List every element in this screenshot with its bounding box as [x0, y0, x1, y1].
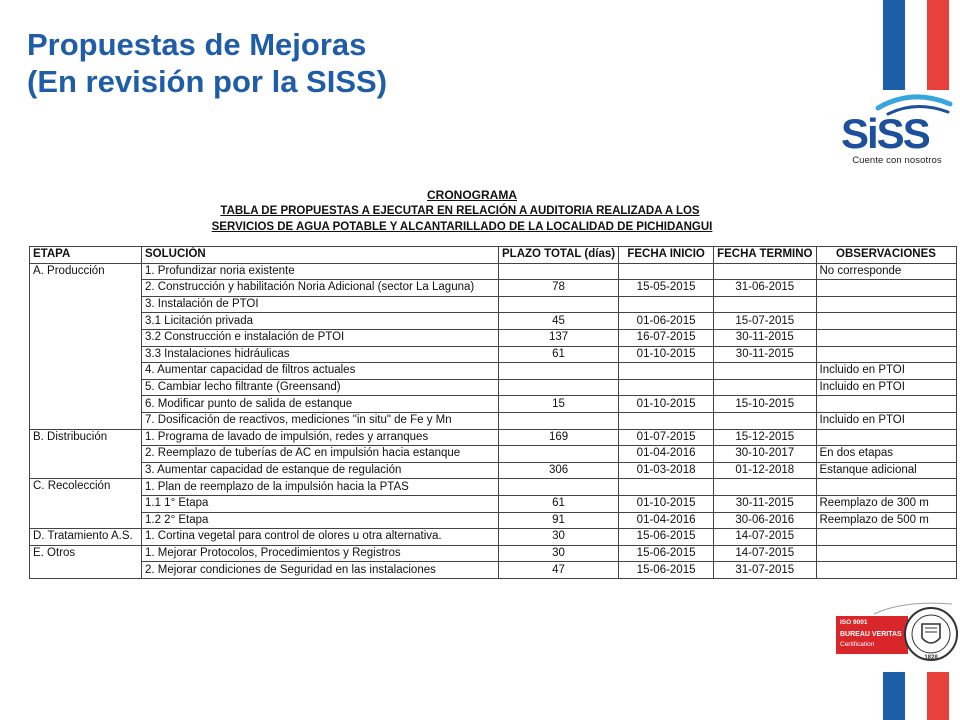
column-header: ETAPA — [30, 247, 142, 264]
fecha-inicio-cell: 01-06-2015 — [619, 313, 714, 330]
plazo-cell: 61 — [499, 495, 619, 512]
fecha-termino-cell — [714, 263, 816, 280]
solucion-cell: 1. Cortina vegetal para control de olores u otra alternativa. — [142, 529, 499, 546]
solucion-cell: 1. Programa de lavado de impulsión, redes y arranques — [142, 429, 499, 446]
etapa-cell — [30, 363, 142, 380]
plazo-cell: 78 — [499, 280, 619, 297]
fecha-termino-cell: 14-07-2015 — [714, 545, 816, 562]
etapa-cell — [30, 495, 142, 512]
etapa-cell — [30, 462, 142, 479]
plazo-cell — [499, 379, 619, 396]
table-row — [30, 479, 957, 496]
observaciones-cell: Reemplazo de 300 m — [816, 495, 956, 512]
solucion-cell: 5. Cambiar lecho filtrante (Greensand) — [142, 379, 499, 396]
etapa-cell — [30, 379, 142, 396]
slide-title — [27, 26, 387, 100]
plazo-cell — [499, 263, 619, 280]
observaciones-cell — [816, 396, 956, 413]
etapa-cell: C. Recolección — [30, 479, 142, 496]
fecha-termino-cell — [714, 479, 816, 496]
solucion-cell: 1.2 2° Etapa — [142, 512, 499, 529]
fecha-inicio-cell — [619, 296, 714, 313]
fecha-termino-cell: 15-10-2015 — [714, 396, 816, 413]
svg-text:SiSS: SiSS — [841, 110, 929, 154]
observaciones-cell — [816, 346, 956, 363]
plazo-cell: 91 — [499, 512, 619, 529]
solucion-cell: 1. Plan de reemplazo de la impulsión hacia la PTAS — [142, 479, 499, 496]
fecha-inicio-cell: 01-04-2016 — [619, 512, 714, 529]
bureau-veritas-seal-icon — [902, 602, 960, 666]
table-row — [30, 396, 957, 413]
cronograma-table — [29, 246, 957, 579]
table-row — [30, 329, 957, 346]
fecha-termino-cell: 30-06-2016 — [714, 512, 816, 529]
table-row — [30, 512, 957, 529]
fecha-inicio-cell: 01-07-2015 — [619, 429, 714, 446]
fecha-inicio-cell: 01-10-2015 — [619, 495, 714, 512]
fecha-inicio-cell: 15-05-2015 — [619, 280, 714, 297]
etapa-cell — [30, 412, 142, 429]
plazo-cell — [499, 446, 619, 463]
solucion-cell: 3.2 Construcción e instalación de PTOI — [142, 329, 499, 346]
title-line-2: (En revisión por la SISS) — [27, 64, 388, 99]
column-header: SOLUCIÓN — [142, 247, 499, 264]
table-row — [30, 429, 957, 446]
fecha-inicio-cell: 01-10-2015 — [619, 396, 714, 413]
etapa-cell — [30, 512, 142, 529]
etapa-cell: B. Distribución — [30, 429, 142, 446]
observaciones-cell: No corresponde — [816, 263, 956, 280]
table-row — [30, 495, 957, 512]
svg-text:1828: 1828 — [924, 655, 938, 661]
fecha-inicio-cell — [619, 412, 714, 429]
logo-tagline: Cuente con nosotros — [852, 155, 942, 166]
observaciones-cell — [816, 529, 956, 546]
observaciones-cell — [816, 313, 956, 330]
plazo-cell — [499, 363, 619, 380]
solucion-cell: 3. Instalación de PTOI — [142, 296, 499, 313]
flag-strip-bottom — [883, 672, 949, 720]
solucion-cell: 2. Construcción y habilitación Noria Adicional (sector La Laguna) — [142, 280, 499, 297]
etapa-cell: E. Otros — [30, 545, 142, 562]
bureau-veritas-certification — [834, 598, 960, 666]
fecha-inicio-cell: 01-04-2016 — [619, 446, 714, 463]
table-row — [30, 363, 957, 380]
etapa-cell: D. Tratamiento A.S. — [30, 529, 142, 546]
flag-white-band — [905, 672, 927, 720]
etapa-cell: A. Producción — [30, 263, 142, 280]
fecha-inicio-cell: 15-06-2015 — [619, 529, 714, 546]
observaciones-cell: Incluido en PTOI — [816, 412, 956, 429]
solucion-cell: 3.3 Instalaciones hidráulicas — [142, 346, 499, 363]
plazo-cell: 306 — [499, 462, 619, 479]
cert-label: Certification — [840, 641, 875, 648]
table-row — [30, 545, 957, 562]
plazo-cell: 15 — [499, 396, 619, 413]
observaciones-cell: Incluido en PTOI — [816, 363, 956, 380]
doc-heading-cronograma: CRONOGRAMA — [427, 188, 517, 202]
solucion-cell: 1. Mejorar Protocolos, Procedimientos y Registros — [142, 545, 499, 562]
fecha-termino-cell: 30-11-2015 — [714, 495, 816, 512]
table-row — [30, 462, 957, 479]
fecha-termino-cell — [714, 296, 816, 313]
flag-blue-band — [883, 0, 905, 90]
fecha-termino-cell: 30-11-2015 — [714, 329, 816, 346]
fecha-termino-cell: 14-07-2015 — [714, 529, 816, 546]
table-row — [30, 379, 957, 396]
observaciones-cell — [816, 562, 956, 579]
column-header: FECHA INICIO — [619, 247, 714, 264]
observaciones-cell — [816, 329, 956, 346]
etapa-cell — [30, 313, 142, 330]
observaciones-cell — [816, 479, 956, 496]
solucion-cell: 2. Reemplazo de tuberías de AC en impulsión hacia estanque — [142, 446, 499, 463]
fecha-termino-cell — [714, 379, 816, 396]
cert-standard: ISO 9001 — [840, 619, 868, 626]
solucion-cell: 7. Dosificación de reactivos, mediciones "in situ" de Fe y Mn — [142, 412, 499, 429]
etapa-cell — [30, 346, 142, 363]
plazo-cell: 61 — [499, 346, 619, 363]
table-row — [30, 529, 957, 546]
table-row — [30, 263, 957, 280]
fecha-inicio-cell: 15-06-2015 — [619, 562, 714, 579]
observaciones-cell: Reemplazo de 500 m — [816, 512, 956, 529]
plazo-cell — [499, 296, 619, 313]
observaciones-cell — [816, 280, 956, 297]
plazo-cell — [499, 412, 619, 429]
plazo-cell — [499, 479, 619, 496]
fecha-inicio-cell: 15-06-2015 — [619, 545, 714, 562]
plazo-cell: 30 — [499, 545, 619, 562]
fecha-termino-cell: 30-10-2017 — [714, 446, 816, 463]
solucion-cell: 1.1 1° Etapa — [142, 495, 499, 512]
plazo-cell: 169 — [499, 429, 619, 446]
fecha-inicio-cell — [619, 263, 714, 280]
fecha-inicio-cell — [619, 363, 714, 380]
etapa-cell — [30, 329, 142, 346]
fecha-termino-cell — [714, 363, 816, 380]
observaciones-cell: Estanque adicional — [816, 462, 956, 479]
etapa-cell — [30, 296, 142, 313]
fecha-termino-cell: 31-07-2015 — [714, 562, 816, 579]
table-row — [30, 346, 957, 363]
fecha-inicio-cell — [619, 479, 714, 496]
observaciones-cell — [816, 296, 956, 313]
column-header: PLAZO TOTAL (días) — [499, 247, 619, 264]
solucion-cell: 6. Modificar punto de salida de estanque — [142, 396, 499, 413]
doc-heading-line-2: SERVICIOS DE AGUA POTABLE Y ALCANTARILLADO DE LA LOCALIDAD DE PICHIDANGUI — [211, 221, 713, 233]
etapa-cell — [30, 280, 142, 297]
fecha-termino-cell: 01-12-2018 — [714, 462, 816, 479]
column-header: OBSERVACIONES — [816, 247, 956, 264]
fecha-termino-cell: 15-12-2015 — [714, 429, 816, 446]
fecha-termino-cell — [714, 412, 816, 429]
table-row — [30, 446, 957, 463]
etapa-cell — [30, 562, 142, 579]
flag-white-band — [905, 0, 927, 90]
flag-red-band — [927, 672, 949, 720]
flag-red-band — [927, 0, 949, 90]
plazo-cell: 30 — [499, 529, 619, 546]
fecha-inicio-cell: 01-03-2018 — [619, 462, 714, 479]
doc-heading-line-1: TABLA DE PROPUESTAS A EJECUTAR EN RELACIÓN A AUDITORIA REALIZADA A LOS — [220, 205, 700, 217]
observaciones-cell: Incluido en PTOI — [816, 379, 956, 396]
table-row — [30, 280, 957, 297]
fecha-inicio-cell: 01-10-2015 — [619, 346, 714, 363]
table-row — [30, 562, 957, 579]
cert-body: BUREAU VERITAS — [840, 631, 902, 638]
plazo-cell: 137 — [499, 329, 619, 346]
fecha-termino-cell: 15-07-2015 — [714, 313, 816, 330]
observaciones-cell: En dos etapas — [816, 446, 956, 463]
solucion-cell: 4. Aumentar capacidad de filtros actuales — [142, 363, 499, 380]
observaciones-cell — [816, 545, 956, 562]
flag-strip-top — [883, 0, 949, 90]
observaciones-cell — [816, 429, 956, 446]
solucion-cell: 3.1 Licitación privada — [142, 313, 499, 330]
solucion-cell: 2. Mejorar condiciones de Seguridad en las instalaciones — [142, 562, 499, 579]
fecha-termino-cell: 31-06-2015 — [714, 280, 816, 297]
fecha-inicio-cell — [619, 379, 714, 396]
column-header: FECHA TERMINO — [714, 247, 816, 264]
etapa-cell — [30, 396, 142, 413]
plazo-cell: 45 — [499, 313, 619, 330]
flag-blue-band — [883, 672, 905, 720]
etapa-cell — [30, 446, 142, 463]
cronograma-document — [0, 180, 960, 600]
solucion-cell: 3. Aumentar capacidad de estanque de regulación — [142, 462, 499, 479]
fecha-inicio-cell: 16-07-2015 — [619, 329, 714, 346]
table-row — [30, 412, 957, 429]
table-row — [30, 296, 957, 313]
title-line-1: Propuestas de Mejoras — [27, 27, 367, 62]
table-row — [30, 313, 957, 330]
plazo-cell: 47 — [499, 562, 619, 579]
certification-badge — [836, 616, 908, 654]
fecha-termino-cell: 30-11-2015 — [714, 346, 816, 363]
table-header-row — [30, 247, 957, 264]
solucion-cell: 1. Profundizar noria existente — [142, 263, 499, 280]
